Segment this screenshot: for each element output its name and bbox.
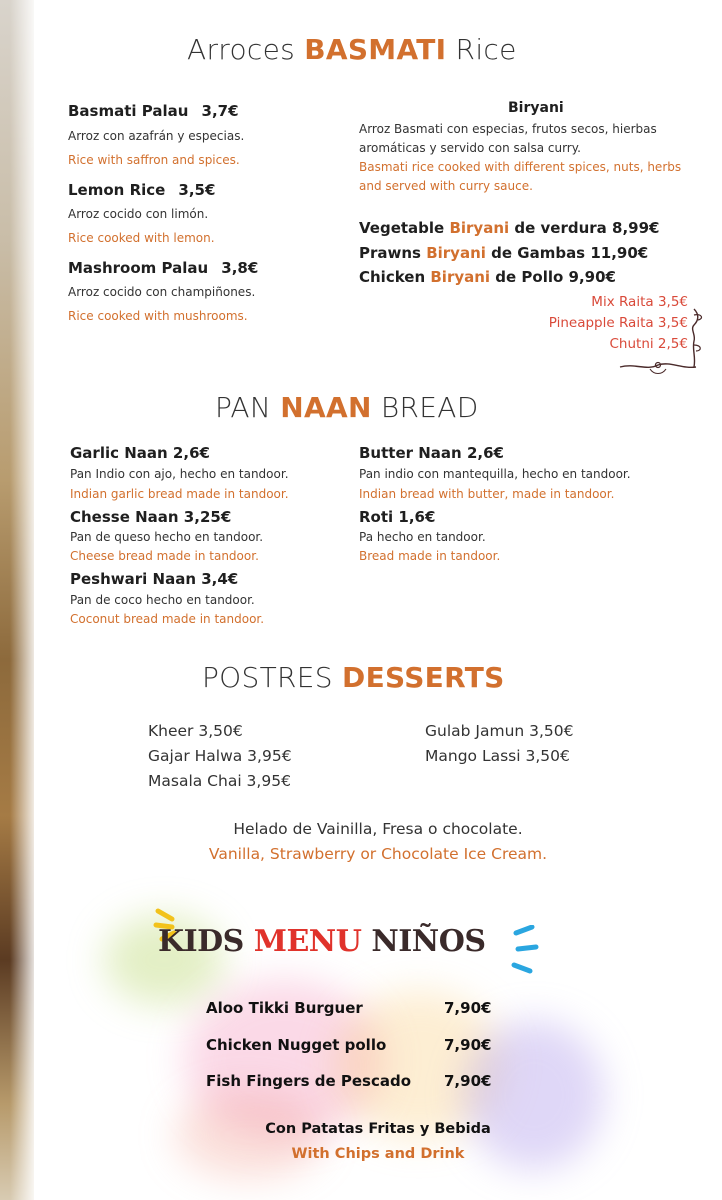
desserts-left-list xyxy=(148,719,292,794)
rice-section-title xyxy=(187,33,517,66)
kids-note-es: Con Patatas Fritas y Bebida xyxy=(265,1121,491,1137)
side-item: Chutni 2,5€ xyxy=(609,336,688,352)
biryani-item-post: de verdura 8,99€ xyxy=(509,219,660,237)
kids-item-price: 7,90€ xyxy=(444,1072,492,1090)
naan-title-pre: PAN xyxy=(215,391,281,424)
item-price: 3,7€ xyxy=(201,102,239,120)
desserts-title-pre: POSTRES xyxy=(202,661,343,694)
rice-item xyxy=(68,180,215,199)
dessert-item: Masala Chai 3,95€ xyxy=(148,772,291,790)
naan-desc-es: Pan indio con mantequilla, hecho en tandoor. xyxy=(359,467,631,481)
item-name: Basmati Palau xyxy=(68,102,189,120)
kids-item-name: Fish Fingers de Pescado xyxy=(206,1072,412,1090)
naan-title-post: BREAD xyxy=(371,391,479,424)
item-name: Lemon Rice xyxy=(68,181,166,199)
naan-desc-en: Bread made in tandoor. xyxy=(359,549,501,563)
biryani-desc-en-1: Basmati rice cooked with different spices, nuts, herbs xyxy=(359,160,682,174)
item-price: 3,5€ xyxy=(178,181,216,199)
biryani-item-pre: Prawns xyxy=(359,244,427,262)
desserts-title-bold: DESSERTS xyxy=(342,661,505,694)
desserts-right-list xyxy=(425,719,574,769)
biryani-item-mid: Biryani xyxy=(426,244,486,262)
biryani-item-mid: Biryani xyxy=(449,219,510,237)
kids-title-part2: MENU xyxy=(253,924,362,959)
naan-desc-en: Cheese bread made in tandoor. xyxy=(70,549,259,563)
naan-desc-en: Indian bread with butter, made in tandoor. xyxy=(359,487,615,501)
side-item: Mix Raita 3,5€ xyxy=(591,294,688,310)
item-name: Mashroom Palau xyxy=(68,259,209,277)
ice-cream-es: Helado de Vainilla, Fresa o chocolate. xyxy=(233,820,523,838)
biryani-item-mid: Biryani xyxy=(430,268,491,286)
dessert-item: Kheer 3,50€ xyxy=(148,722,243,740)
kids-item-price: 7,90€ xyxy=(444,1036,492,1054)
item-desc-en: Rice cooked with lemon. xyxy=(68,231,215,245)
kids-title-part1: KIDS xyxy=(158,924,254,959)
kids-menu-title xyxy=(158,924,486,959)
naan-item-name: Roti 1,6€ xyxy=(359,508,436,526)
kids-item-name: Chicken Nugget pollo xyxy=(206,1036,387,1054)
item-desc-es: Arroz cocido con limón. xyxy=(68,207,209,221)
dessert-item: Gajar Halwa 3,95€ xyxy=(148,747,292,765)
rice-title-post: Rice xyxy=(446,33,517,66)
naan-desc-es: Pan de coco hecho en tandoor. xyxy=(70,593,255,607)
biryani-item-post: de Pollo 9,90€ xyxy=(490,268,616,286)
rice-item xyxy=(68,101,239,120)
desserts-section-title xyxy=(202,661,505,694)
kids-title-part3: NIÑOS xyxy=(361,924,486,959)
dessert-item: Mango Lassi 3,50€ xyxy=(425,747,570,765)
ornament-flourish xyxy=(616,305,706,377)
biryani-desc-es-2: aromáticas y servido con salsa curry. xyxy=(359,141,581,155)
item-desc-en: Rice with saffron and spices. xyxy=(68,153,240,167)
biryani-heading: Biryani xyxy=(508,100,564,116)
kids-item-name: Aloo Tikki Burguer xyxy=(206,999,363,1017)
biryani-desc-es-1: Arroz Basmati con especias, frutos secos, hierbas xyxy=(359,122,657,136)
biryani-desc-en-2: and served with curry sauce. xyxy=(359,179,533,193)
dessert-item: Gulab Jamun 3,50€ xyxy=(425,722,574,740)
sparkle-right-icon xyxy=(504,925,544,975)
naan-item-name: Chesse Naan 3,25€ xyxy=(70,508,232,526)
menu-page xyxy=(34,0,722,1200)
naan-title-bold: NAAN xyxy=(280,391,372,424)
naan-desc-es: Pa hecho en tandoor. xyxy=(359,530,486,544)
rice-title-pre: Arroces xyxy=(187,33,305,66)
naan-item-name: Garlic Naan 2,6€ xyxy=(70,444,210,462)
naan-desc-en: Coconut bread made in tandoor. xyxy=(70,612,265,626)
biryani-item-pre: Vegetable xyxy=(359,219,450,237)
naan-section-title xyxy=(215,391,479,424)
biryani-item-post: de Gambas 11,90€ xyxy=(485,244,649,262)
item-desc-en: Rice cooked with mushrooms. xyxy=(68,309,248,323)
naan-item-name: Butter Naan 2,6€ xyxy=(359,444,504,462)
item-price: 3,8€ xyxy=(221,259,259,277)
item-desc-es: Arroz cocido con champiñones. xyxy=(68,285,256,299)
food-photo-strip xyxy=(0,0,34,1200)
rice-item xyxy=(68,258,258,277)
naan-desc-es: Pan Indio con ajo, hecho en tandoor. xyxy=(70,467,289,481)
kids-item-price: 7,90€ xyxy=(444,999,492,1017)
kids-note-en: With Chips and Drink xyxy=(291,1146,465,1162)
biryani-item xyxy=(359,244,648,262)
naan-desc-en: Indian garlic bread made in tandoor. xyxy=(70,487,289,501)
biryani-item xyxy=(359,219,659,237)
naan-desc-es: Pan de queso hecho en tandoor. xyxy=(70,530,264,544)
side-item: Pineapple Raita 3,5€ xyxy=(548,315,688,331)
naan-item-name: Peshwari Naan 3,4€ xyxy=(70,570,239,588)
biryani-item xyxy=(359,268,616,286)
rice-title-bold: BASMATI xyxy=(304,33,447,66)
item-desc-es: Arroz con azafrán y especias. xyxy=(68,129,245,143)
ice-cream-en: Vanilla, Strawberry or Chocolate Ice Cream. xyxy=(208,845,548,863)
biryani-item-pre: Chicken xyxy=(359,268,431,286)
